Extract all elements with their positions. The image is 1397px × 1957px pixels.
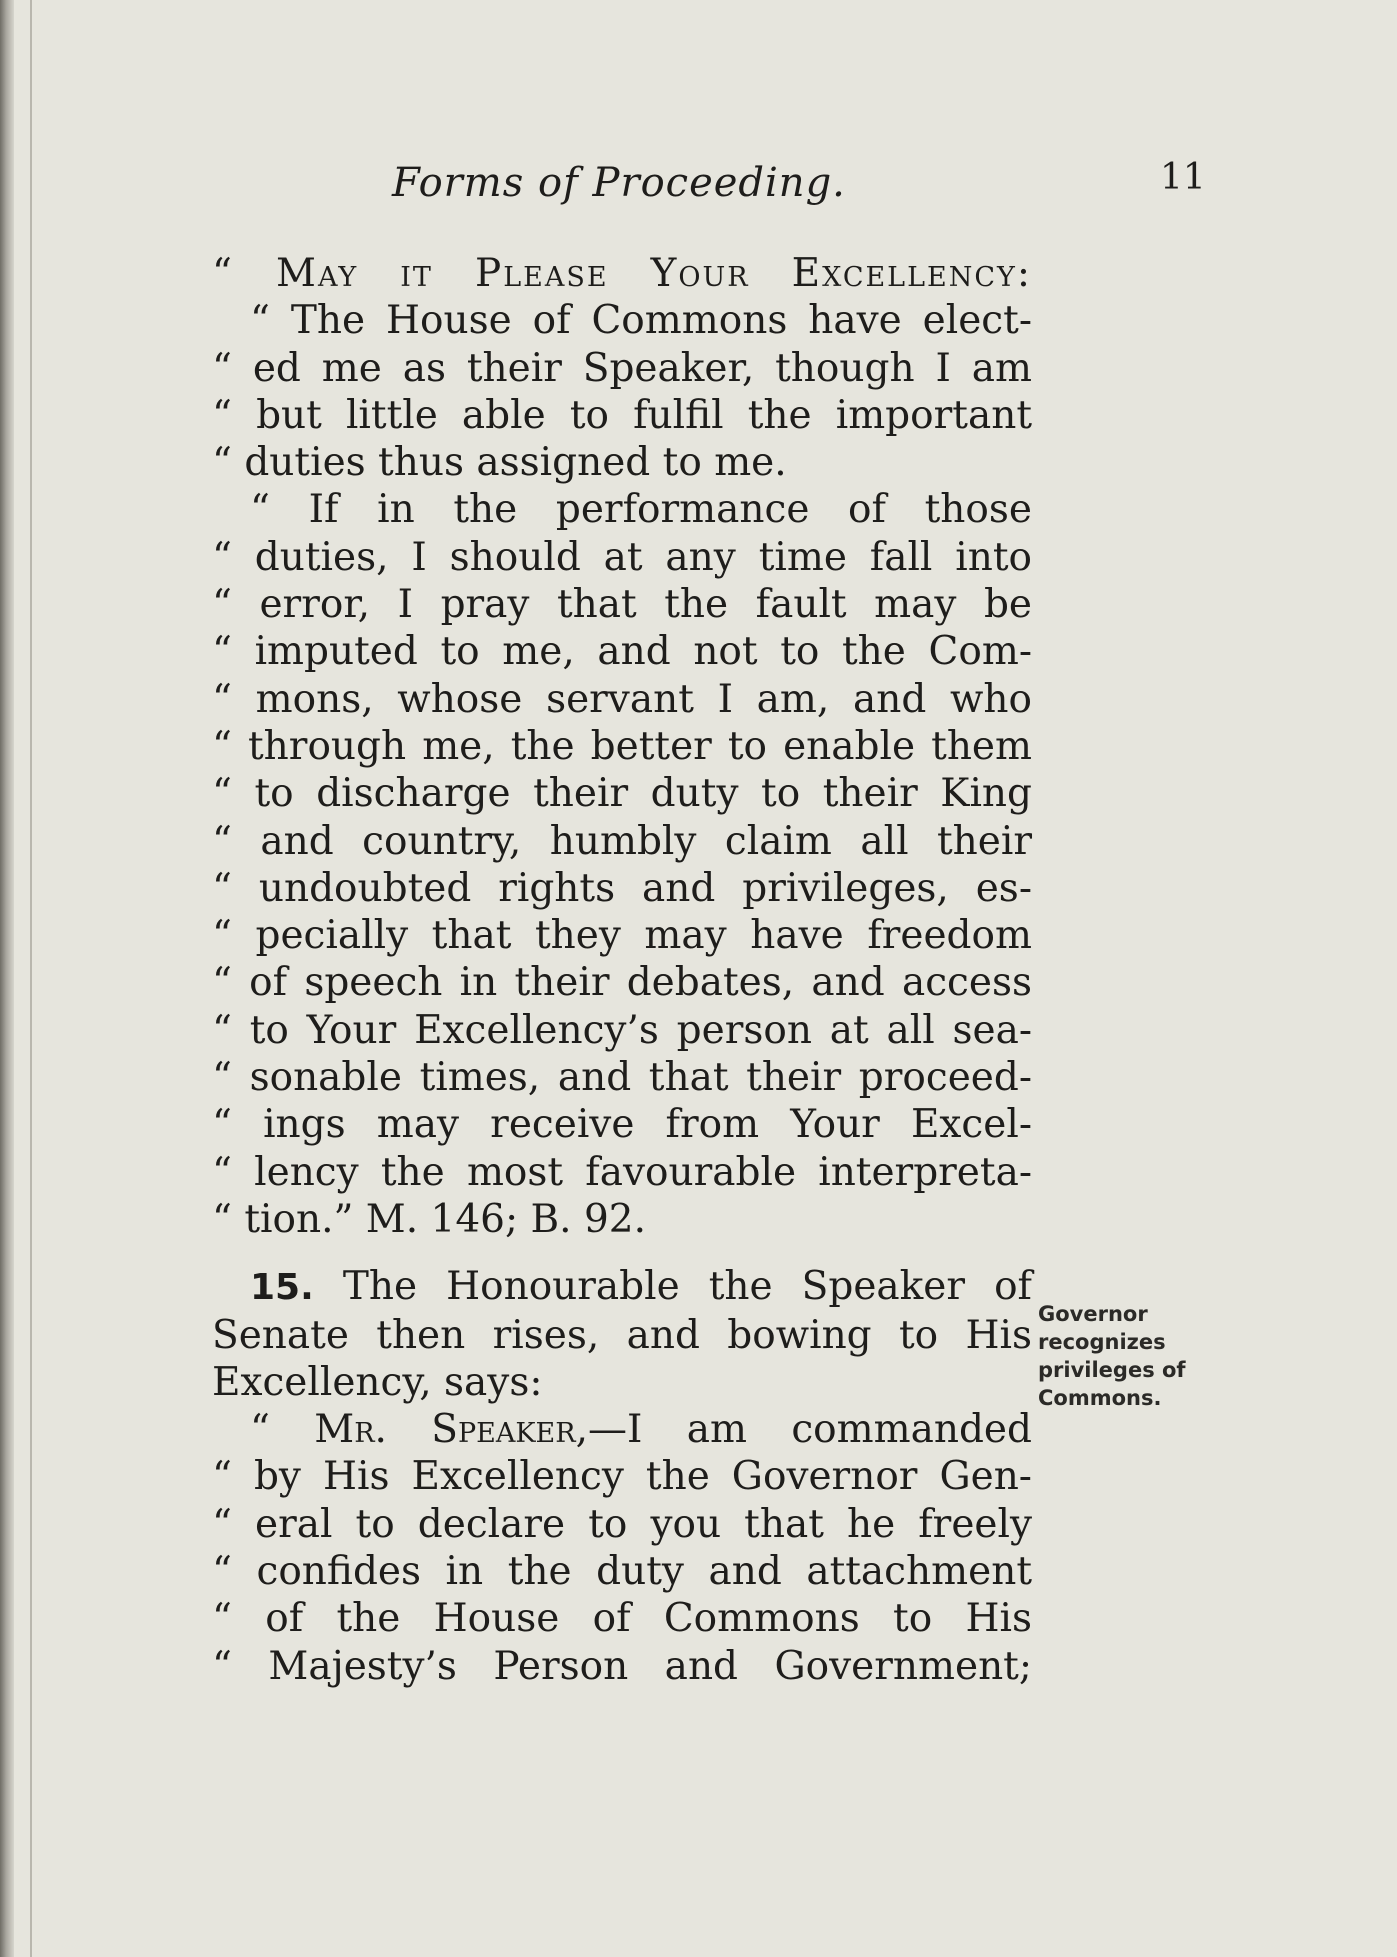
citation-line: “ tion.” M. 146; B. 92. — [212, 1196, 646, 1242]
text-line: “ sonable times, and that their proceed- — [212, 1055, 1032, 1101]
text-line: “ confides in the duty and attachment — [212, 1549, 1032, 1595]
text-line: “ If in the performance of those — [250, 487, 1032, 533]
reply-open-quote: “ — [250, 1407, 270, 1453]
section-number: 15. — [250, 1267, 314, 1309]
margin-note-line: Commons. — [1038, 1386, 1162, 1410]
text-line: “ to Your Excellency’s person at all sea- — [212, 1007, 1032, 1053]
page-header — [0, 157, 1397, 210]
text-line: “ eral to declare to you that he freely — [212, 1501, 1032, 1547]
running-title: Forms of Proceeding. — [392, 160, 846, 206]
book-spine-shadow — [0, 0, 14, 1957]
page-number: 11 — [1160, 157, 1206, 198]
margin-note-line: Governor — [1038, 1302, 1148, 1326]
salutation-text: May it Please Your Excellency: — [276, 251, 1033, 296]
margin-note-line: privileges of — [1038, 1358, 1186, 1382]
page-gutter-line — [30, 0, 32, 1957]
reply-first-line-rest: —I am commanded — [588, 1407, 1032, 1453]
text-line: “ by His Excellency the Governor Gen- — [212, 1454, 1032, 1500]
salutation — [212, 250, 1032, 297]
text-line: “ through me, the better to enable them — [212, 723, 1032, 769]
margin-note-line: recognizes — [1038, 1330, 1166, 1354]
text-line: Senate then rises, and bowing to His — [212, 1312, 1032, 1358]
section-text: The Honourable the Speaker of — [342, 1264, 1032, 1310]
text-line: “ mons, whose servant I am, and who — [212, 676, 1032, 722]
text-line: “ of speech in their debates, and access — [212, 960, 1032, 1006]
text-line: “ error, I pray that the fault may be — [212, 582, 1032, 628]
text-line: “ duties, I should at any time fall into — [212, 534, 1032, 580]
text-line: “ duties thus assigned to me. — [212, 440, 787, 486]
section-first-line — [212, 1263, 1032, 1311]
text-line: “ Majesty’s Person and Government; — [212, 1643, 1032, 1689]
text-line: “ The House of Commons have elect- — [250, 298, 1032, 344]
reply-first-line — [212, 1406, 1032, 1453]
text-line: “ ed me as their Speaker, though I am — [212, 345, 1032, 391]
main-text — [212, 250, 1032, 1690]
text-line: “ undoubted rights and privileges, es- — [212, 865, 1032, 911]
reply-address: Mr. Speaker, — [314, 1407, 588, 1453]
paragraph-gap — [212, 1243, 1032, 1263]
text-line: “ lency the most favourable interpreta- — [212, 1149, 1032, 1195]
text-line: “ but little able to fulfil the important — [212, 392, 1032, 438]
text-line: “ of the House of Commons to His — [212, 1596, 1032, 1642]
salutation-open-quote: “ — [212, 251, 234, 296]
text-line: “ to discharge their duty to their King — [212, 771, 1032, 817]
text-line: “ pecially that they may have freedom — [212, 913, 1032, 959]
text-line: Excellency, says: — [212, 1359, 543, 1405]
margin-note — [1038, 1300, 1268, 1412]
text-line: “ imputed to me, and not to the Com- — [212, 629, 1032, 675]
text-line: “ and country, humbly claim all their — [212, 818, 1032, 864]
text-line: “ ings may receive from Your Excel- — [212, 1102, 1032, 1148]
